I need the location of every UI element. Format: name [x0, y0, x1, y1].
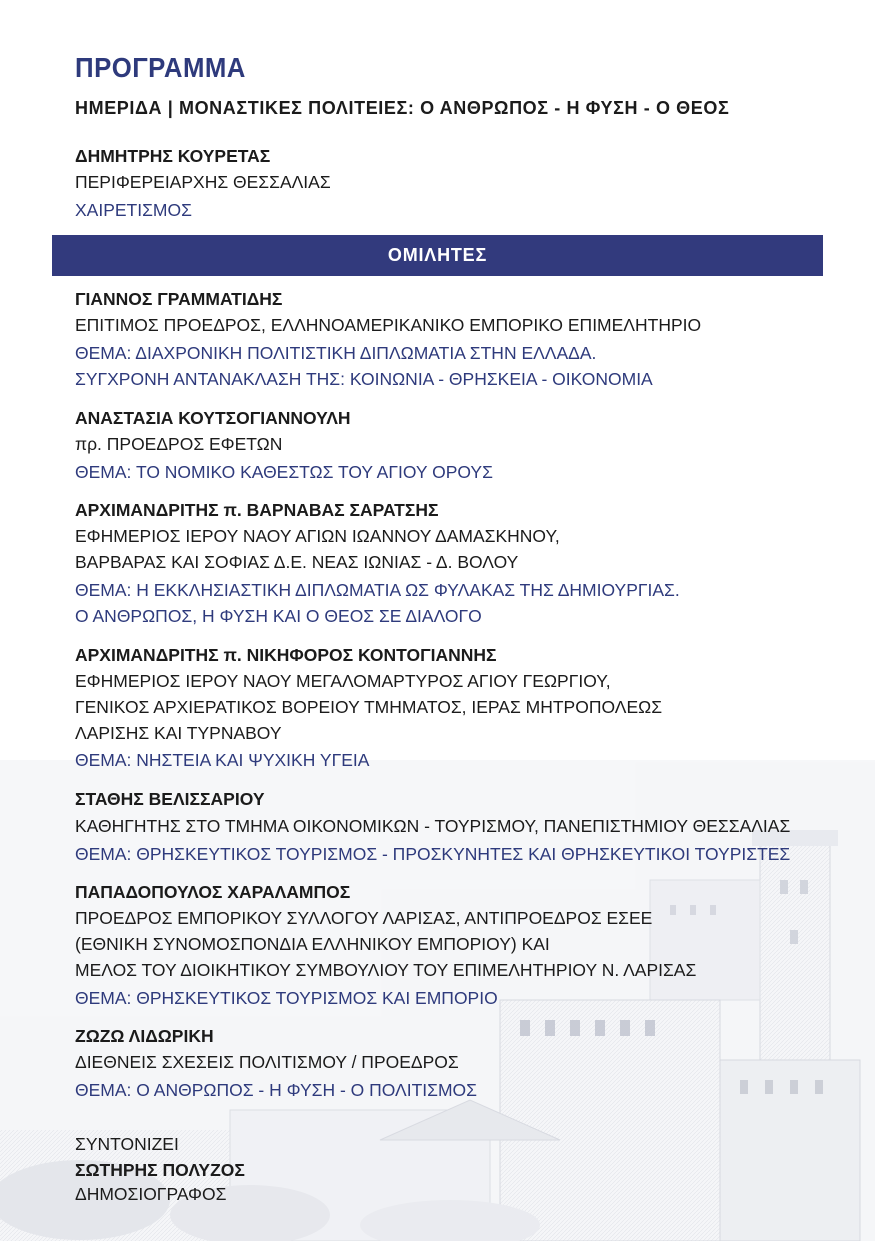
speaker-role-line: ΕΠΙΤΙΜΟΣ ΠΡΟΕΔΡΟΣ, ΕΛΛΗΝΟΑΜΕΡΙΚΑΝΙΚΟ ΕΜΠΟΡΙΚΟ ΕΠΙΜΕΛΗΤΗΡΙΟ — [75, 315, 702, 335]
speaker-topic-line: ΘΕΜΑ: ΘΡΗΣΚΕΥΤΙΚΟΣ ΤΟΥΡΙΣΜΟΣ - ΠΡΟΣΚΥΝΗΤΕΣ ΚΑΙ ΘΡΗΣΚΕΥΤΙΚΟΙ ΤΟΥΡΙΣΤΕΣ — [75, 844, 791, 864]
greeting-topic: ΧΑΙΡΕΤΙΣΜΟΣ — [75, 200, 192, 220]
moderator-role: ΔΗΜΟΣΙΟΓΡΑΦΟΣ — [75, 1184, 227, 1204]
speaker-role-line: πρ. ΠΡΟΕΔΡΟΣ ΕΦΕΤΩΝ — [75, 434, 283, 454]
moderator-name: ΣΩΤΗΡΗΣ ΠΟΛΥΖΟΣ — [75, 1160, 245, 1180]
speaker-topic-line: ΘΕΜΑ: ΔΙΑΧΡΟΝΙΚΗ ΠΟΛΙΤΙΣΤΙΚΗ ΔΙΠΛΩΜΑΤΙΑ ΣΤΗΝ ΕΛΛΑΔΑ. — [75, 343, 597, 363]
speaker-topic-line: Ο ΑΝΘΡΩΠΟΣ, Η ΦΥΣΗ ΚΑΙ Ο ΘΕΟΣ ΣΕ ΔΙΑΛΟΓΟ — [75, 606, 482, 626]
speaker-topic-line: ΘΕΜΑ: Η ΕΚΚΛΗΣΙΑΣΤΙΚΗ ΔΙΠΛΩΜΑΤΙΑ ΩΣ ΦΥΛΑΚΑΣ ΤΗΣ ΔΗΜΙΟΥΡΓΙΑΣ. — [75, 580, 680, 600]
speaker-topic-line: ΘΕΜΑ: ΘΡΗΣΚΕΥΤΙΚΟΣ ΤΟΥΡΙΣΜΟΣ ΚΑΙ ΕΜΠΟΡΙΟ — [75, 988, 498, 1008]
speaker-name: ΓΙΑΝΝΟΣ ΓΡΑΜΜΑΤΙΔΗΣ — [75, 289, 283, 309]
speaker-role-line: (ΕΘΝΙΚΗ ΣΥΝΟΜΟΣΠΟΝΔΙΑ ΕΛΛΗΝΙΚΟΥ ΕΜΠΟΡΙΟΥ) ΚΑΙ — [75, 934, 550, 954]
greeting-speaker-name: ΔΗΜΗΤΡΗΣ ΚΟΥΡΕΤΑΣ — [75, 146, 271, 166]
speakers-header-band — [52, 235, 823, 276]
speaker-role-line: ΕΦΗΜΕΡΙΟΣ ΙΕΡΟΥ ΝΑΟΥ ΑΓΙΩΝ ΙΩΑΝΝΟΥ ΔΑΜΑΣΚΗΝΟΥ, — [75, 526, 560, 546]
speaker-role-line: ΔΙΕΘΝΕΙΣ ΣΧΕΣΕΙΣ ΠΟΛΙΤΙΣΜΟΥ / ΠΡΟΕΔΡΟΣ — [75, 1052, 459, 1072]
speaker-name: ΑΡΧΙΜΑΝΔΡΙΤΗΣ π. ΝΙΚΗΦΟΡΟΣ ΚΟΝΤΟΓΙΑΝΝΗΣ — [75, 645, 497, 665]
speaker-topic-line: ΘΕΜΑ: ΤΟ ΝΟΜΙΚΟ ΚΑΘΕΣΤΩΣ ΤΟΥ ΑΓΙΟΥ ΟΡΟΥΣ — [75, 462, 493, 482]
speaker-role-line: ΓΕΝΙΚΟΣ ΑΡΧΙΕΡΑΤΙΚΟΣ ΒΟΡΕΙΟΥ ΤΜΗΜΑΤΟΣ, ΙΕΡΑΣ ΜΗΤΡΟΠΟΛΕΩΣ — [75, 697, 663, 717]
speaker-role-line: ΒΑΡΒΑΡΑΣ ΚΑΙ ΣΟΦΙΑΣ Δ.Ε. ΝΕΑΣ ΙΩΝΙΑΣ - Δ. ΒΟΛΟΥ — [75, 552, 519, 572]
speaker-role-line: ΛΑΡΙΣΗΣ ΚΑΙ ΤΥΡΝΑΒΟΥ — [75, 723, 282, 743]
speaker-topic-line: ΘΕΜΑ: ΝΗΣΤΕΙΑ ΚΑΙ ΨΥΧΙΚΗ ΥΓΕΙΑ — [75, 750, 370, 770]
speaker-name: ΑΝΑΣΤΑΣΙΑ ΚΟΥΤΣΟΓΙΑΝΝΟΥΛΗ — [75, 408, 351, 428]
speaker-name: ΖΩΖΩ ΛΙΔΩΡΙΚΗ — [75, 1026, 214, 1046]
event-subtitle: ΗΜΕΡΙΔΑ | ΜΟΝΑΣΤΙΚΕΣ ΠΟΛΙΤΕΙΕΣ: Ο ΑΝΘΡΩΠΟΣ - Η ΦΥΣΗ - Ο ΘΕΟΣ — [75, 98, 730, 118]
speaker-role-line: ΜΕΛΟΣ ΤΟΥ ΔΙΟΙΚΗΤΙΚΟΥ ΣΥΜΒΟΥΛΙΟΥ ΤΟΥ ΕΠΙΜΕΛΗΤΗΡΙΟΥ Ν. ΛΑΡΙΣΑΣ — [75, 960, 697, 980]
greeting-speaker-role: ΠΕΡΙΦΕΡΕΙΑΡΧΗΣ ΘΕΣΣΑΛΙΑΣ — [75, 172, 331, 192]
speaker-role-line: ΕΦΗΜΕΡΙΟΣ ΙΕΡΟΥ ΝΑΟΥ ΜΕΓΑΛΟΜΑΡΤΥΡΟΣ ΑΓΙΟΥ ΓΕΩΡΓΙΟΥ, — [75, 671, 611, 691]
speaker-role-line: ΠΡΟΕΔΡΟΣ ΕΜΠΟΡΙΚΟΥ ΣΥΛΛΟΓΟΥ ΛΑΡΙΣΑΣ, ΑΝΤΙΠΡΟΕΔΡΟΣ ΕΣΕΕ — [75, 908, 653, 928]
page-title: ΠΡΟΓΡΑΜΜΑ — [75, 52, 246, 83]
speaker-topic-line: ΣΥΓΧΡΟΝΗ ΑΝΤΑΝΑΚΛΑΣΗ ΤΗΣ: ΚΟΙΝΩΝΙΑ - ΘΡΗΣΚΕΙΑ - ΟΙΚΟΝΟΜΙΑ — [75, 369, 653, 389]
speakers-header-label: ΟΜΙΛΗΤΕΣ — [387, 245, 488, 265]
speaker-role-line: ΚΑΘΗΓΗΤΗΣ ΣΤΟ ΤΜΗΜΑ ΟΙΚΟΝΟΜΙΚΩΝ - ΤΟΥΡΙΣΜΟΥ, ΠΑΝΕΠΙΣΤΗΜΙΟΥ ΘΕΣΣΑΛΙΑΣ — [75, 816, 791, 836]
moderator-label: ΣΥΝΤΟΝΙΖΕΙ — [75, 1134, 179, 1154]
speaker-name: ΑΡΧΙΜΑΝΔΡΙΤΗΣ π. ΒΑΡΝΑΒΑΣ ΣΑΡΑΤΣΗΣ — [75, 500, 439, 520]
speaker-name: ΣΤΑΘΗΣ ΒΕΛΙΣΣΑΡΙΟΥ — [75, 789, 265, 809]
speaker-topic-line: ΘΕΜΑ: Ο ΑΝΘΡΩΠΟΣ - Η ΦΥΣΗ - Ο ΠΟΛΙΤΙΣΜΟΣ — [75, 1080, 477, 1100]
speaker-name: ΠΑΠΑΔΟΠΟΥΛΟΣ ΧΑΡΑΛΑΜΠΟΣ — [75, 882, 351, 902]
